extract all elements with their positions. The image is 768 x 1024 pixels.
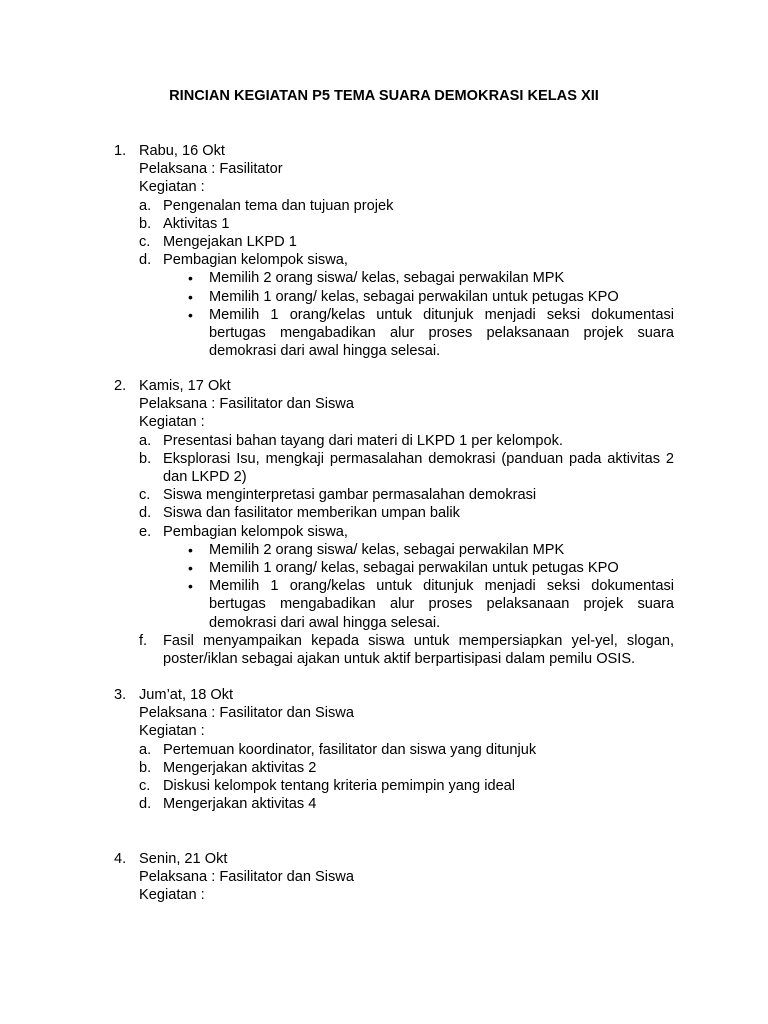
bullet-item bbox=[114, 269, 674, 287]
pelaksana-line: Pelaksana : Fasilitator dan Siswa bbox=[139, 396, 354, 413]
day-section-3 bbox=[114, 686, 674, 813]
bullet-text: Memilih 1 orang/kelas untuk ditunjuk menjadi seksi dokumentasi bertugas mengabadikan alur proses pelaksanaan projek suara demokrasi dari awal hingga selesai. bbox=[209, 306, 674, 360]
activity-letter: e. bbox=[139, 523, 152, 540]
activity-item bbox=[114, 523, 674, 541]
day-number: 3. bbox=[114, 687, 127, 703]
activity-item bbox=[114, 215, 674, 233]
bullet-text: Memilih 1 orang/kelas untuk ditunjuk menjadi seksi dokumentasi bertugas mengabadikan alur proses pelaksanaan projek suara demokrasi dari awal hingga selesai. bbox=[209, 578, 674, 631]
activity-item bbox=[114, 777, 674, 795]
activity-item bbox=[114, 432, 674, 450]
activity-text: Diskusi kelompok tentang kriteria pemimpin yang ideal bbox=[163, 778, 516, 795]
activity-text: Pembagian kelompok siswa, bbox=[163, 523, 348, 540]
day-date: Kamis, 17 Okt bbox=[139, 378, 231, 394]
bullet-icon: • bbox=[188, 541, 193, 558]
day-section-1 bbox=[114, 142, 674, 360]
kegiatan-label: Kegiatan : bbox=[139, 414, 205, 431]
day-date: Jum’at, 18 Okt bbox=[139, 687, 234, 703]
bullet-text: Memilih 2 orang siswa/ kelas, sebagai perwakilan MPK bbox=[209, 270, 565, 287]
activity-letter: a. bbox=[139, 741, 152, 758]
activity-text: Mengerjakan aktivitas 4 bbox=[163, 796, 317, 813]
bullet-icon: • bbox=[188, 578, 193, 595]
bullet-icon: • bbox=[188, 560, 193, 577]
day-heading bbox=[114, 686, 674, 704]
day-section-4 bbox=[114, 850, 674, 905]
activity-item bbox=[114, 233, 674, 251]
pelaksana-line: Pelaksana : Fasilitator bbox=[139, 161, 283, 178]
activity-letter: f. bbox=[139, 632, 148, 649]
activity-item bbox=[114, 632, 674, 668]
activity-item bbox=[114, 741, 674, 759]
activity-letter: c. bbox=[139, 778, 151, 795]
activity-item bbox=[114, 759, 674, 777]
bullet-item bbox=[114, 541, 674, 559]
kegiatan-label: Kegiatan : bbox=[139, 723, 205, 740]
activity-item bbox=[114, 486, 674, 504]
bullet-text: Memilih 1 orang/ kelas, sebagai perwakilan untuk petugas KPO bbox=[209, 288, 619, 305]
day-heading bbox=[114, 142, 674, 160]
bullet-item bbox=[114, 306, 674, 361]
activity-item bbox=[114, 504, 674, 522]
day-number: 1. bbox=[114, 143, 127, 159]
activity-text: Presentasi bahan tayang dari materi di LKPD 1 per kelompok. bbox=[163, 432, 563, 449]
activity-text: Fasil menyampaikan kepada siswa untuk mempersiapkan yel-yel, slogan, poster/iklan sebagai ajakan untuk aktif berpartisipasi dalam pemilu OSIS. bbox=[163, 632, 674, 668]
day-date: Senin, 21 Okt bbox=[139, 851, 228, 867]
pelaksana-line: Pelaksana : Fasilitator dan Siswa bbox=[139, 869, 354, 886]
kegiatan-label: Kegiatan : bbox=[139, 887, 205, 904]
bullet-list bbox=[114, 541, 674, 632]
bullet-icon: • bbox=[188, 306, 193, 323]
day-number: 4. bbox=[114, 851, 127, 867]
activity-item bbox=[114, 251, 674, 269]
bullet-text: Memilih 1 orang/ kelas, sebagai perwakilan untuk petugas KPO bbox=[209, 560, 619, 577]
kegiatan-label: Kegiatan : bbox=[139, 179, 205, 196]
activity-letter: b. bbox=[139, 759, 152, 776]
activity-text: Mengejakan LKPD 1 bbox=[163, 234, 297, 251]
activity-letter: d. bbox=[139, 796, 152, 813]
activity-text: Eksplorasi Isu, mengkaji permasalahan demokrasi (panduan pada aktivitas 2 dan LKPD 2) bbox=[163, 450, 674, 486]
bullet-item bbox=[114, 559, 674, 577]
activity-item bbox=[114, 795, 674, 813]
activity-letter: b. bbox=[139, 450, 152, 467]
day-number: 2. bbox=[114, 378, 127, 394]
activity-text: Pembagian kelompok siswa, bbox=[163, 252, 348, 269]
pelaksana-line: Pelaksana : Fasilitator dan Siswa bbox=[139, 705, 354, 722]
activity-letter: c. bbox=[139, 487, 151, 504]
bullet-icon: • bbox=[188, 288, 193, 305]
activity-text: Mengerjakan aktivitas 2 bbox=[163, 759, 317, 776]
day-heading bbox=[114, 850, 674, 868]
activity-item bbox=[114, 197, 674, 215]
activity-letter: c. bbox=[139, 234, 151, 251]
activity-text: Pengenalan tema dan tujuan projek bbox=[163, 197, 394, 214]
day-date: Rabu, 16 Okt bbox=[139, 143, 225, 159]
activity-text: Aktivitas 1 bbox=[163, 215, 230, 232]
day-section-2 bbox=[114, 377, 674, 668]
bullet-item bbox=[114, 577, 674, 632]
document-title: RINCIAN KEGIATAN P5 TEMA SUARA DEMOKRASI KELAS XII bbox=[169, 88, 599, 104]
day-heading bbox=[114, 377, 674, 395]
bullet-text: Memilih 2 orang siswa/ kelas, sebagai perwakilan MPK bbox=[209, 541, 565, 558]
bullet-item bbox=[114, 288, 674, 306]
activity-item bbox=[114, 450, 674, 486]
activity-letter: b. bbox=[139, 215, 152, 232]
activity-letter: a. bbox=[139, 197, 152, 214]
activity-text: Pertemuan koordinator, fasilitator dan siswa yang ditunjuk bbox=[163, 741, 537, 758]
activity-letter: d. bbox=[139, 505, 152, 522]
bullet-list bbox=[114, 269, 674, 360]
activity-text: Siswa menginterpretasi gambar permasalahan demokrasi bbox=[163, 487, 537, 504]
activity-letter: d. bbox=[139, 252, 152, 269]
activity-letter: a. bbox=[139, 432, 152, 449]
activity-text: Siswa dan fasilitator memberikan umpan balik bbox=[163, 505, 460, 522]
bullet-icon: • bbox=[188, 270, 193, 287]
